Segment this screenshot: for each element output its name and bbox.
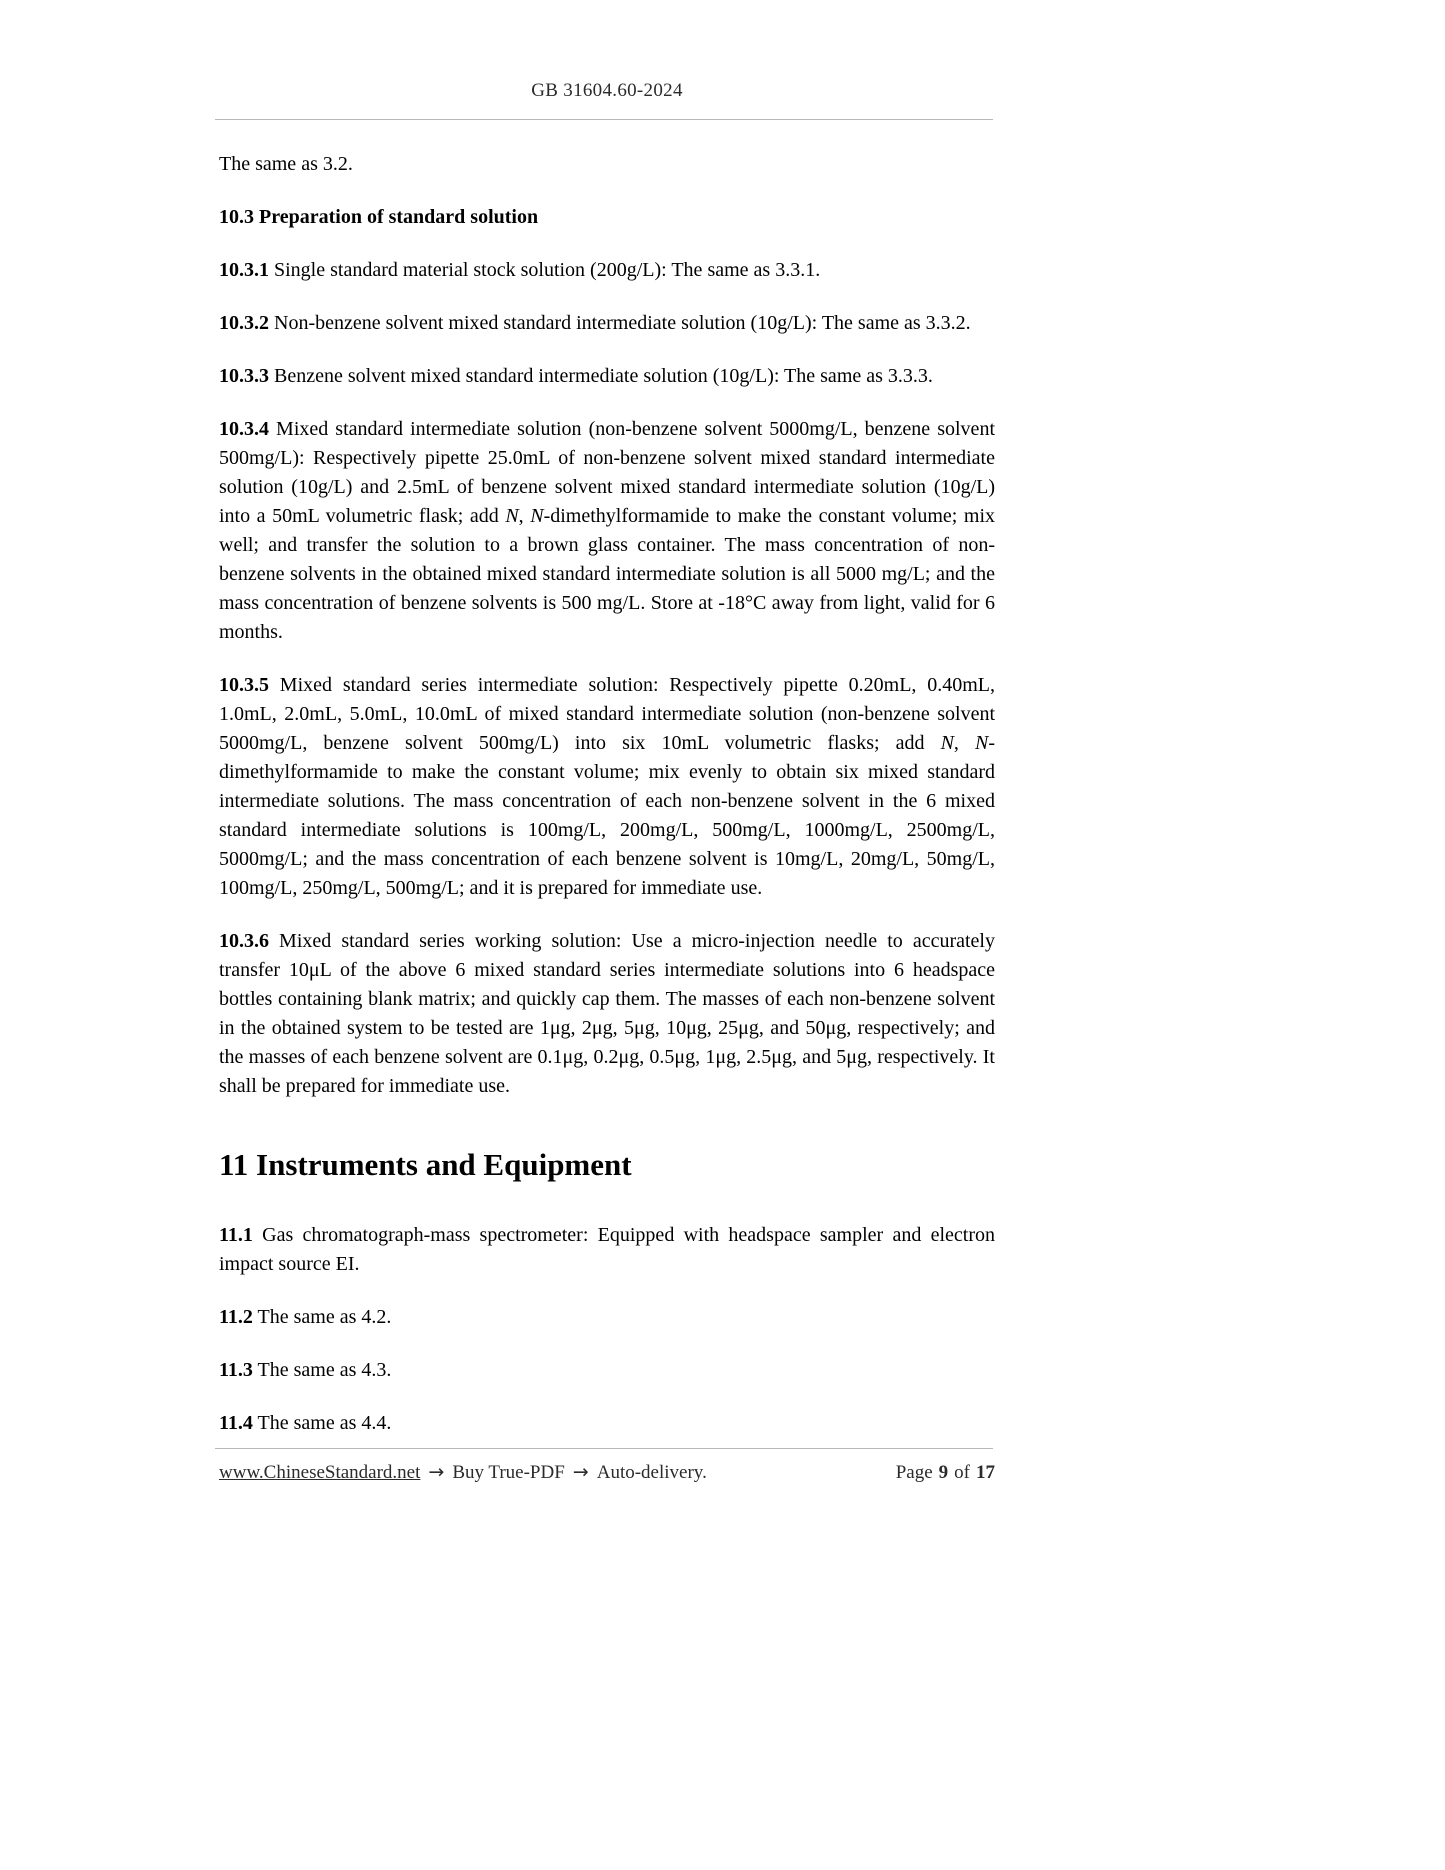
total-page-number: 17 bbox=[976, 1462, 995, 1483]
buy-true-pdf-text: Buy True-PDF bbox=[452, 1462, 565, 1483]
footer-source-line bbox=[219, 1461, 707, 1484]
arrow-icon: → bbox=[428, 1461, 445, 1483]
paragraph-11-1: 11.1 Gas chromatograph-mass spectrometer: Equipped with headspace sampler and electron impact source EI. bbox=[219, 1224, 995, 1275]
document-content bbox=[219, 150, 995, 1438]
paragraph-10-3-6: 10.3.6 Mixed standard series working solution: Use a micro-injection needle to accurately transfer 10μL of the above 6 mixed standard series intermediate solutions into 6 headspace bottles containing blank matrix; and quickly cap them. The masses of each non-benzene solvent in the obtained system to be tested are 1μg, 2μg, 5μg, 10μg, 25μg, and 50μg, respectively; and the masses of each benzene solvent are 0.1μg, 0.2μg, 0.5μg, 1μg, 2.5μg, and 5μg, respectively. It shall be prepared for immediate use. bbox=[219, 930, 995, 1097]
paragraph-11-3: 11.3 The same as 4.3. bbox=[219, 1359, 392, 1381]
heading-10-3: 10.3 Preparation of standard solution bbox=[219, 206, 539, 228]
paragraph-10-3-4: 10.3.4 Mixed standard intermediate solution (non-benzene solvent 5000mg/L, benzene solvent 500mg/L): Respectively pipette 25.0mL of non-benzene solvent mixed standard intermediate solution (10g/L) and 2.5mL of benzene solvent mixed standard intermediate solution (10g/L) into a 50mL volumetric flask; add N, N-dimethylformamide to make the constant volume; mix well; and transfer the solution to a brown glass container. The mass concentration of non-benzene solvents in the obtained mixed standard intermediate solution is all 5000 mg/L; and the mass concentration of benzene solvents is 500 mg/L. Store at -18°C away from light, valid for 6 months. bbox=[219, 418, 996, 643]
paragraph-11-4: 11.4 The same as 4.4. bbox=[219, 1412, 392, 1434]
paragraph-10-3-5: 10.3.5 Mixed standard series intermediate solution: Respectively pipette 0.20mL, 0.40mL, 1.0mL, 2.0mL, 5.0mL, 10.0mL of mixed standard intermediate solution (non-benzene solvent 5000mg/L, benzene solvent 500mg/L) into six 10mL volumetric flasks; add N, N-dimethylformamide to make the constant volume; mix evenly to obtain six mixed standard intermediate solutions. The mass concentration of each non-benzene solvent in the 6 mixed standard intermediate solutions is 100mg/L, 200mg/L, 500mg/L, 1000mg/L, 2500mg/L, 5000mg/L; and the mass concentration of each benzene solvent is 10mg/L, 20mg/L, 50mg/L, 100mg/L, 250mg/L, 500mg/L; and it is prepared for immediate use. bbox=[219, 674, 995, 899]
of-label: of bbox=[954, 1462, 970, 1483]
paragraph-10-3-2: 10.3.2 Non-benzene solvent mixed standard intermediate solution (10g/L): The same as 3.3.2. bbox=[219, 312, 971, 334]
page-indicator bbox=[896, 1462, 995, 1484]
auto-delivery-text: Auto-delivery. bbox=[596, 1462, 707, 1483]
section-heading-11: 11 Instruments and Equipment bbox=[219, 1147, 632, 1182]
current-page-number: 9 bbox=[938, 1462, 949, 1483]
page-label: Page bbox=[895, 1462, 933, 1483]
paragraph-same-as-32: The same as 3.2. bbox=[219, 153, 353, 175]
paragraph-10-3-1: 10.3.1 Single standard material stock solution (200g/L): The same as 3.3.1. bbox=[219, 259, 821, 281]
header-divider bbox=[215, 119, 993, 120]
arrow-icon: → bbox=[572, 1461, 589, 1483]
paragraph-11-2: 11.2 The same as 4.2. bbox=[219, 1306, 392, 1328]
site-link[interactable]: www.ChineseStandard.net bbox=[219, 1462, 421, 1483]
paragraph-10-3-3: 10.3.3 Benzene solvent mixed standard intermediate solution (10g/L): The same as 3.3.3. bbox=[219, 365, 933, 387]
footer-divider bbox=[215, 1448, 993, 1449]
standard-number-header: GB 31604.60-2024 bbox=[531, 80, 683, 101]
page-footer bbox=[219, 1461, 995, 1484]
